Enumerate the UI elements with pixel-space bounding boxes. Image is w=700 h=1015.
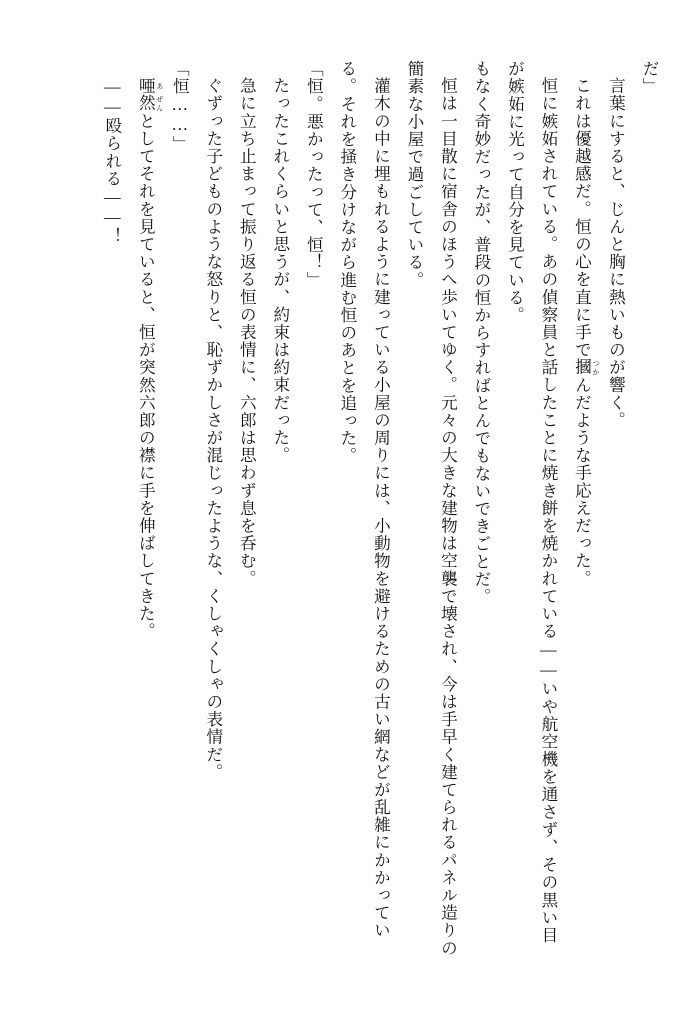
text-run: としてそれを見ていると、恒が突然六郎の襟に手を伸ばしてきた。 bbox=[136, 111, 156, 640]
paragraph: ぐずった子どものような怒りと、恥ずかしさが混じったような、くしゃくしゃの表情だ。 bbox=[203, 76, 223, 781]
paragraph: だ」 bbox=[640, 60, 659, 96]
paragraph-with-ruby bbox=[565, 60, 599, 957]
paragraph-with-ruby bbox=[129, 60, 163, 957]
paragraph: ――殴られる――！ bbox=[102, 76, 122, 245]
paragraph: もなく奇妙だったが、普段の恒からすればとんでもないできごとだ。 bbox=[471, 60, 491, 606]
ruby-reading: つか bbox=[590, 358, 599, 376]
dialogue-line: 「恒……」 bbox=[170, 60, 190, 153]
paragraph: 言葉にすると、じんと胸に熱いものが響く。 bbox=[606, 76, 626, 429]
vertical-text-body bbox=[34, 60, 666, 957]
ruby-tsuka: 摑 つか bbox=[572, 358, 599, 376]
text-run: これは優越感だ。恒の心を直に手で bbox=[572, 76, 592, 359]
dialogue-line: 「恒。悪かったって、恒！」 bbox=[304, 60, 324, 289]
ruby-azen: 唖 あ bbox=[136, 76, 163, 95]
ruby-reading: あ bbox=[154, 76, 163, 95]
text-run: んだような手応えだった。 bbox=[572, 375, 592, 587]
paragraph: 灌木の中に埋もれるように建っている小屋の周りには、小動物を避けるための古い網などが乱雑にかかっている。それを掻き分けながら進む恒のあとを追った。 bbox=[337, 60, 391, 939]
paragraph: 恒は一目散に宿舎のほうへ歩いてゆく。元々の大きな建物は空襲で壊され、今は手早く建てられるパネル造りの簡素な小屋で過ごしている。 bbox=[404, 60, 458, 957]
ruby-reading: ぜん bbox=[154, 94, 163, 112]
paragraph: たったこれくらいと思うが、約束は約束だった。 bbox=[270, 76, 290, 464]
ruby-azen: 然 ぜん bbox=[136, 94, 163, 112]
paragraph: 急に立ち止まって振り返る恒の表情に、六郎は思わず息を呑む。 bbox=[237, 76, 257, 587]
paragraph: 恒に嫉妬されている。あの偵察員と話したことに焼き餅を焼かれている――いや航空機を通さず、その黒い目が嫉妬に光って自分を見ている。 bbox=[505, 60, 558, 944]
